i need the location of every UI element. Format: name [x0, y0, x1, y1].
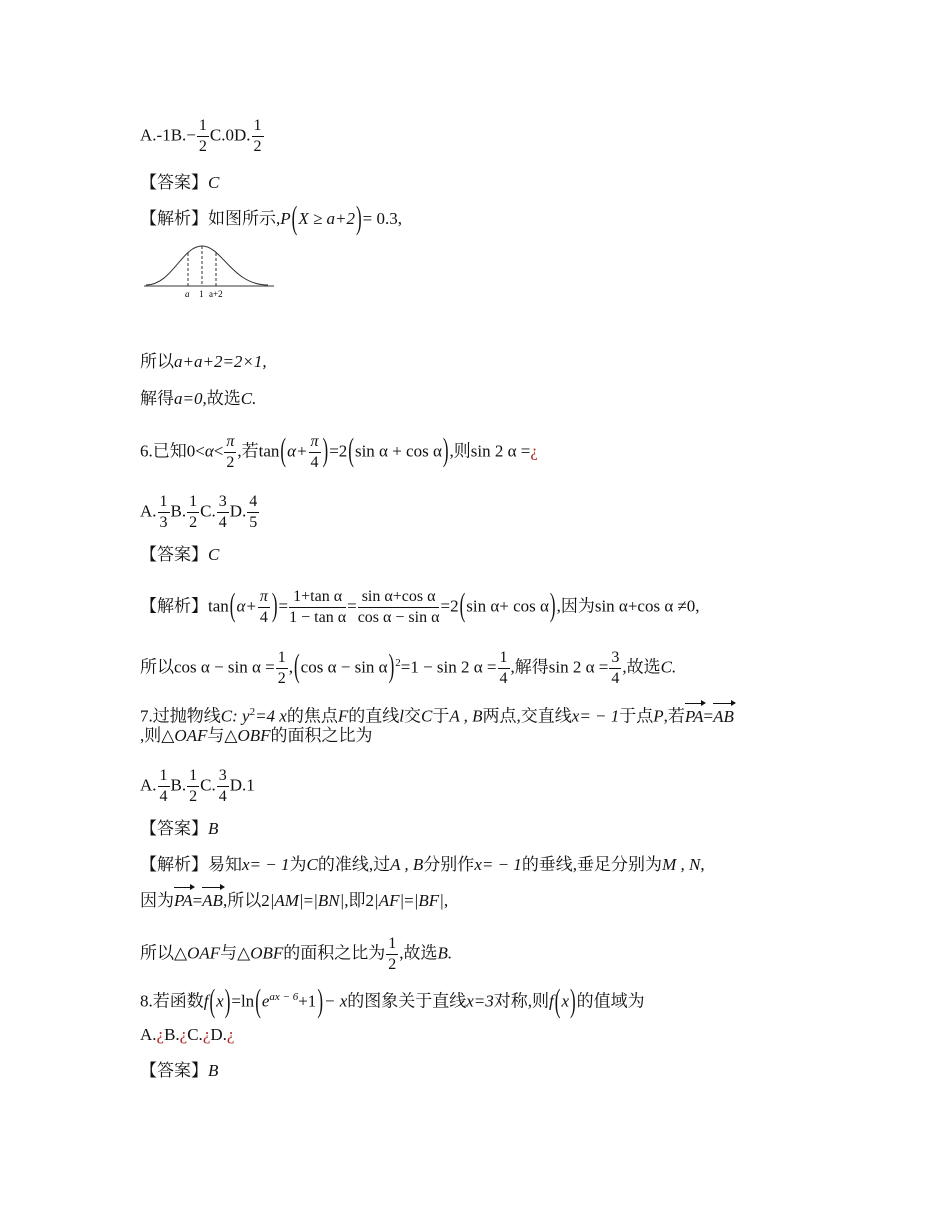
q6-analysis: 【解析】tan(α+ $\frac{\pi}{4}$ )= $\frac{\text{1+tan α}}{\text{1 − tan α}}$ = $\frac{\text{sin α+cos α}}{\text{cos α − sin α}}$ =2(sin α+ cos α),因为sin α+cos α ≠0,: [140, 587, 700, 626]
q8-answer: 【答案】B: [140, 1061, 219, 1080]
q6-answer: 【答案】C: [140, 545, 220, 564]
q7-line2: 因为PA=AB,所以2|AM|=|BN|,即2|AF|=|BF|,: [140, 889, 448, 913]
vector-ab: AB: [713, 705, 734, 729]
q5-analysis: 【解析】如图所示,P(X ≥ a+2)= 0.3,: [140, 200, 403, 237]
q7-answer: 【答案】B: [140, 819, 219, 838]
label-a: a: [185, 289, 190, 299]
label-a-plus-2: a+2: [209, 289, 223, 299]
fraction: $\frac{1}{2}$: [198, 117, 207, 155]
q8-options: A.¿B.¿C.¿D.¿: [140, 1025, 235, 1044]
q7-stem: 7.过抛物线C: $y^2=4$ x的焦点F的直线l交C于A , B两点,交直线x= − 1于点P,若PA=AB: [140, 700, 734, 729]
q8-stem: 8.若函数$f(x)=\ln(e^{ax - 6}+1)- x$的图象关于直线x=3对称,则f(x)的值域为: [140, 982, 645, 1019]
q5-option-c: C.0D.: [209, 125, 251, 145]
q7-analysis: 【解析】易知x= − 1为C的准线,过A , B分别作x= − 1的垂线,垂足分别为M , N,: [140, 855, 705, 874]
q5-answer: 【答案】C: [140, 173, 220, 192]
q5-line2: 所以a+a+2=2×1,: [140, 352, 267, 371]
q6-stem: 6.已知0<α< $\frac{\pi}{2}$ ,若tan(α+ $\frac{\pi}{4}$ )=2(sin α + cos α),则sin 2 α =¿: [140, 432, 538, 471]
q5-line3: 解得a=0,故选C.: [140, 389, 257, 408]
normal-curve-figure: [142, 240, 276, 300]
q6-options: A. $\frac{1}{3}$ B. $\frac{1}{2}$ C. $\frac{3}{4}$ D. $\frac{4}{5}$: [140, 493, 258, 531]
q7-line3: 所以△OAF与△OBF的面积之比为 $\frac{1}{2}$ ,故选B.: [140, 935, 453, 973]
q5-option-a: A.-1B.−: [140, 125, 196, 145]
q5-options: [140, 118, 265, 155]
q7-options: A. $\frac{1}{4}$ B. $\frac{1}{2}$ C. $\frac{3}{4}$ D.1: [140, 767, 255, 805]
label-1: 1: [199, 289, 204, 299]
vector-pa: PA: [685, 705, 704, 729]
q6-line2: 所以cos α − sin α = $\frac{1}{2}$ ,(cos α − sin α)$^2$=1 − sin 2 α = $\frac{1}{4}$ ,解得sin 2 α = $\frac{3}{4}$ ,故选C.: [140, 648, 677, 687]
q7-stem-line2: ,则△OAF与△OBF的面积之比为: [140, 726, 373, 745]
bell-curve: [146, 246, 268, 285]
fraction: $\frac{1}{2}$: [253, 117, 262, 155]
